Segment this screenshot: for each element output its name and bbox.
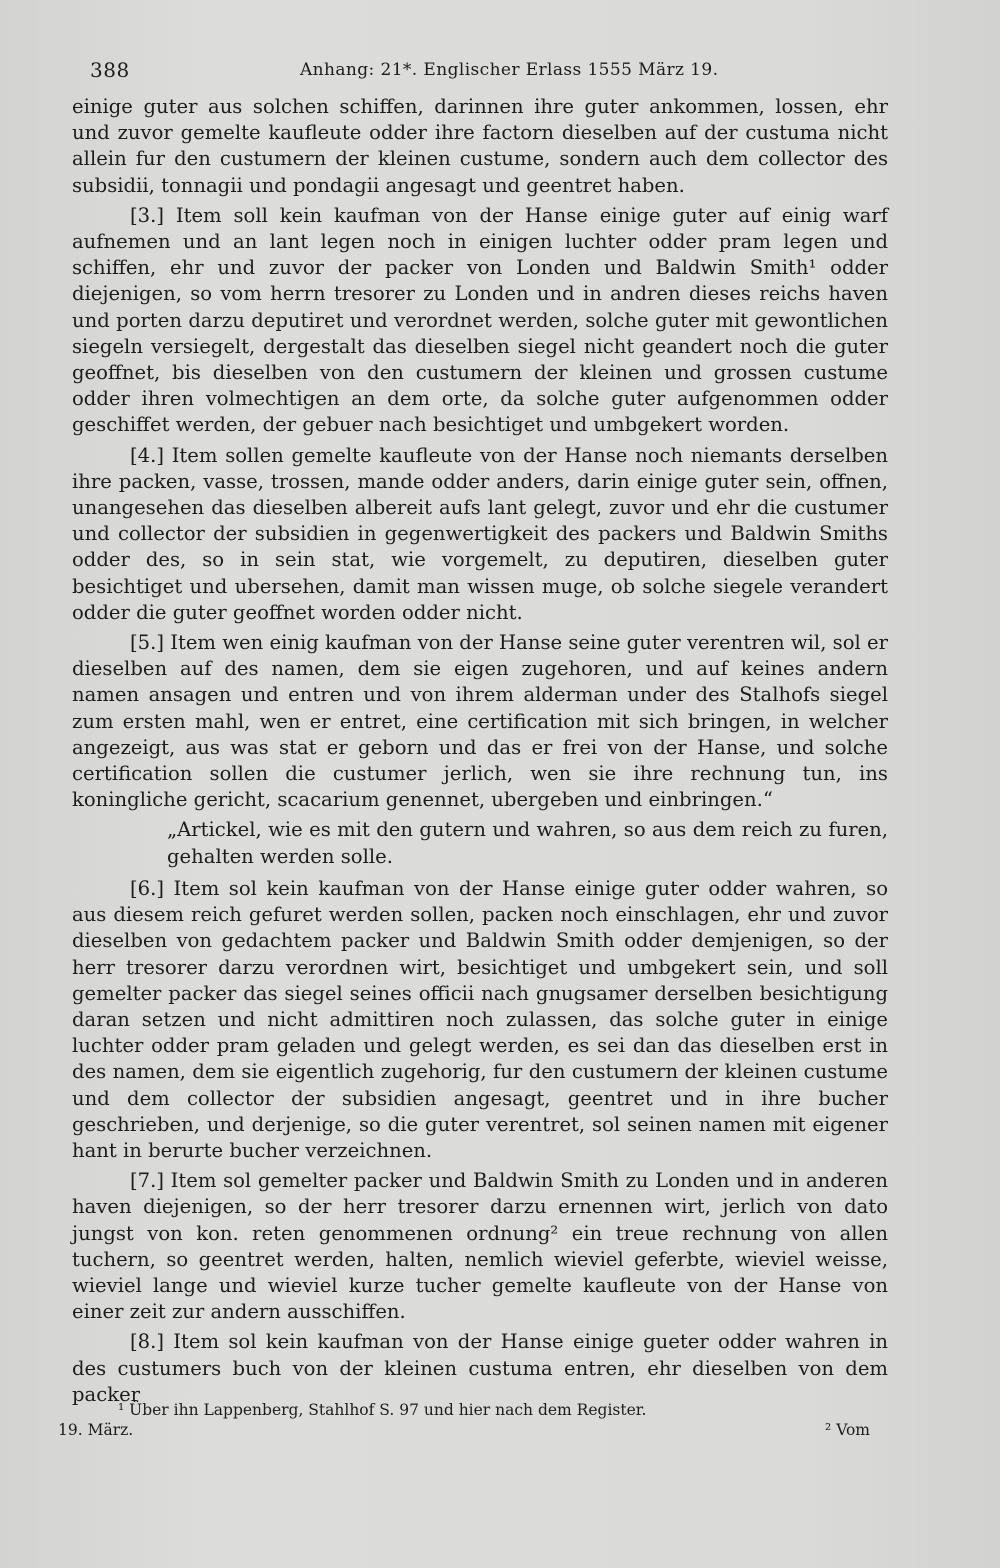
running-head: Anhang: 21*. Englischer Erlass 1555 März 19. xyxy=(300,60,719,80)
footnote-2: ² Vom xyxy=(825,1421,870,1439)
body-text xyxy=(72,94,888,1408)
footnotes xyxy=(58,1400,870,1440)
section-heading-export: „Artickel, wie es mit den gutern und wahren, so aus dem reich zu furen, gehalten werden solle. xyxy=(167,818,888,868)
paragraph-article-4: [4.] Item sollen gemelte kaufleute von der Hanse noch niemants derselben ihre packen, vasse, trossen, mande odder anders, darin einige guter sein, offnen, unangesehen das dieselben albereit aufs lant gelegt, zuvor und ehr die custumer und collector der subsidien in gegenwertigkeit des packers und Baldwin Smiths odder des, so in sein stat, wie vorgemelt, zu deputiren, dieselben guter besichtiget und ubersehen, damit man wissen muge, ob solche siegele verandert odder die guter geoffnet worden odder nicht. xyxy=(72,443,888,624)
paragraph-continuation: einige guter aus solchen schiffen, darinnen ihre guter ankommen, lossen, ehr und zuvor gemelte kaufleute odder ihre factorn dieselben auf der custuma nicht allein fur den custumern der kleinen custume, sondern auch dem collector des subsidii, tonnagii und pondagii angesagt und geentret haben. xyxy=(72,95,888,197)
page-number: 388 xyxy=(90,58,130,82)
footnote-1-continuation: 19. März. xyxy=(58,1421,134,1439)
page-header xyxy=(90,58,888,94)
paragraph-article-7: [7.] Item sol gemelter packer und Baldwin Smith zu Londen und in anderen haven diejenigen, so der herr tresorer darzu ernennen wirt, jerlich von dato jungst von kon. reten genommenen ordnung² ein treue rechnung von allen tuchern, so geentret werden, halten, nemlich wieviel geferbte, wieviel weisse, wieviel lange und wieviel kurze tucher gemelte kaufleute von der Hanse von einer zeit zur andern ausschiffen. xyxy=(72,1169,888,1324)
paragraph-article-5: [5.] Item wen einig kaufman von der Hanse seine guter verentren wil, sol er dieselben auf des namen, dem sie eigen zugehoren, und auf keines andern namen ansagen und entren und von ihrem alderman under des Stalhofs siegel zum ersten mahl, wen er entret, eine certification mit sich bringen, in welcher angezeigt, aus was stat er geborn und das er frei von der Hanse, und solche certification sollen die custumer jerlich, wen sie ihre rechnung tun, ins koningliche gericht, scacarium genennet, ubergeben und einbringen.“ xyxy=(72,631,888,812)
paragraph-article-8: [8.] Item sol kein kaufman von der Hanse einige gueter odder wahren in des custumers buch von der kleinen custuma entren, ehr dieselben von dem packer xyxy=(72,1330,888,1406)
footnote-1: ¹ Über ihn Lappenberg, Stahlhof S. 97 und hier nach dem Register. xyxy=(118,1401,647,1419)
paragraph-article-6: [6.] Item sol kein kaufman von der Hanse einige guter odder wahren, so aus diesem reich gefuret werden sollen, packen noch einschlagen, ehr und zuvor dieselben von gedachtem packer und Baldwin Smith odder demjenigen, so der herr tresorer darzu verordnen wirt, besichtiget und umbgekert sein, und soll gemelter packer das siegel seines officii nach gnugsamer derselben besichtigung daran setzen und nicht admittiren noch zulassen, das solche guter in einige luchter odder pram geladen und gelegt werden, es sei dan das dieselben erst in des namen, dem sie eigentlich zugehorig, fur den custumern der kleinen custume und dem collector der subsidien angesagt, geentret und in ihre bucher geschrieben, und derjenige, so die guter verentret, sol seinen namen mit eigener hant in berurte bucher verzeichnen. xyxy=(72,876,888,1162)
paragraph-article-3: [3.] Item soll kein kaufman von der Hanse einige guter auf einig warf aufnemen und an lant legen noch in einigen luchter odder pram legen und schiffen, ehr und zuvor der packer von Londen und Baldwin Smith¹ odder diejenigen, so vom herrn tresorer zu Londen und in andren dieses reichs haven und porten darzu deputiret und verordnet werden, solche guter mit gewontlichen siegeln versiegelt, dergestalt das dieselben siegel nicht geandert noch die guter geoffnet, bis dieselben von den custumern der kleinen und grossen custume odder ihren volmechtigen an dem orte, da solche guter aufgenommen odder geschiffet werden, der gebuer nach besichtiget und umbgekert worden. xyxy=(72,203,888,437)
